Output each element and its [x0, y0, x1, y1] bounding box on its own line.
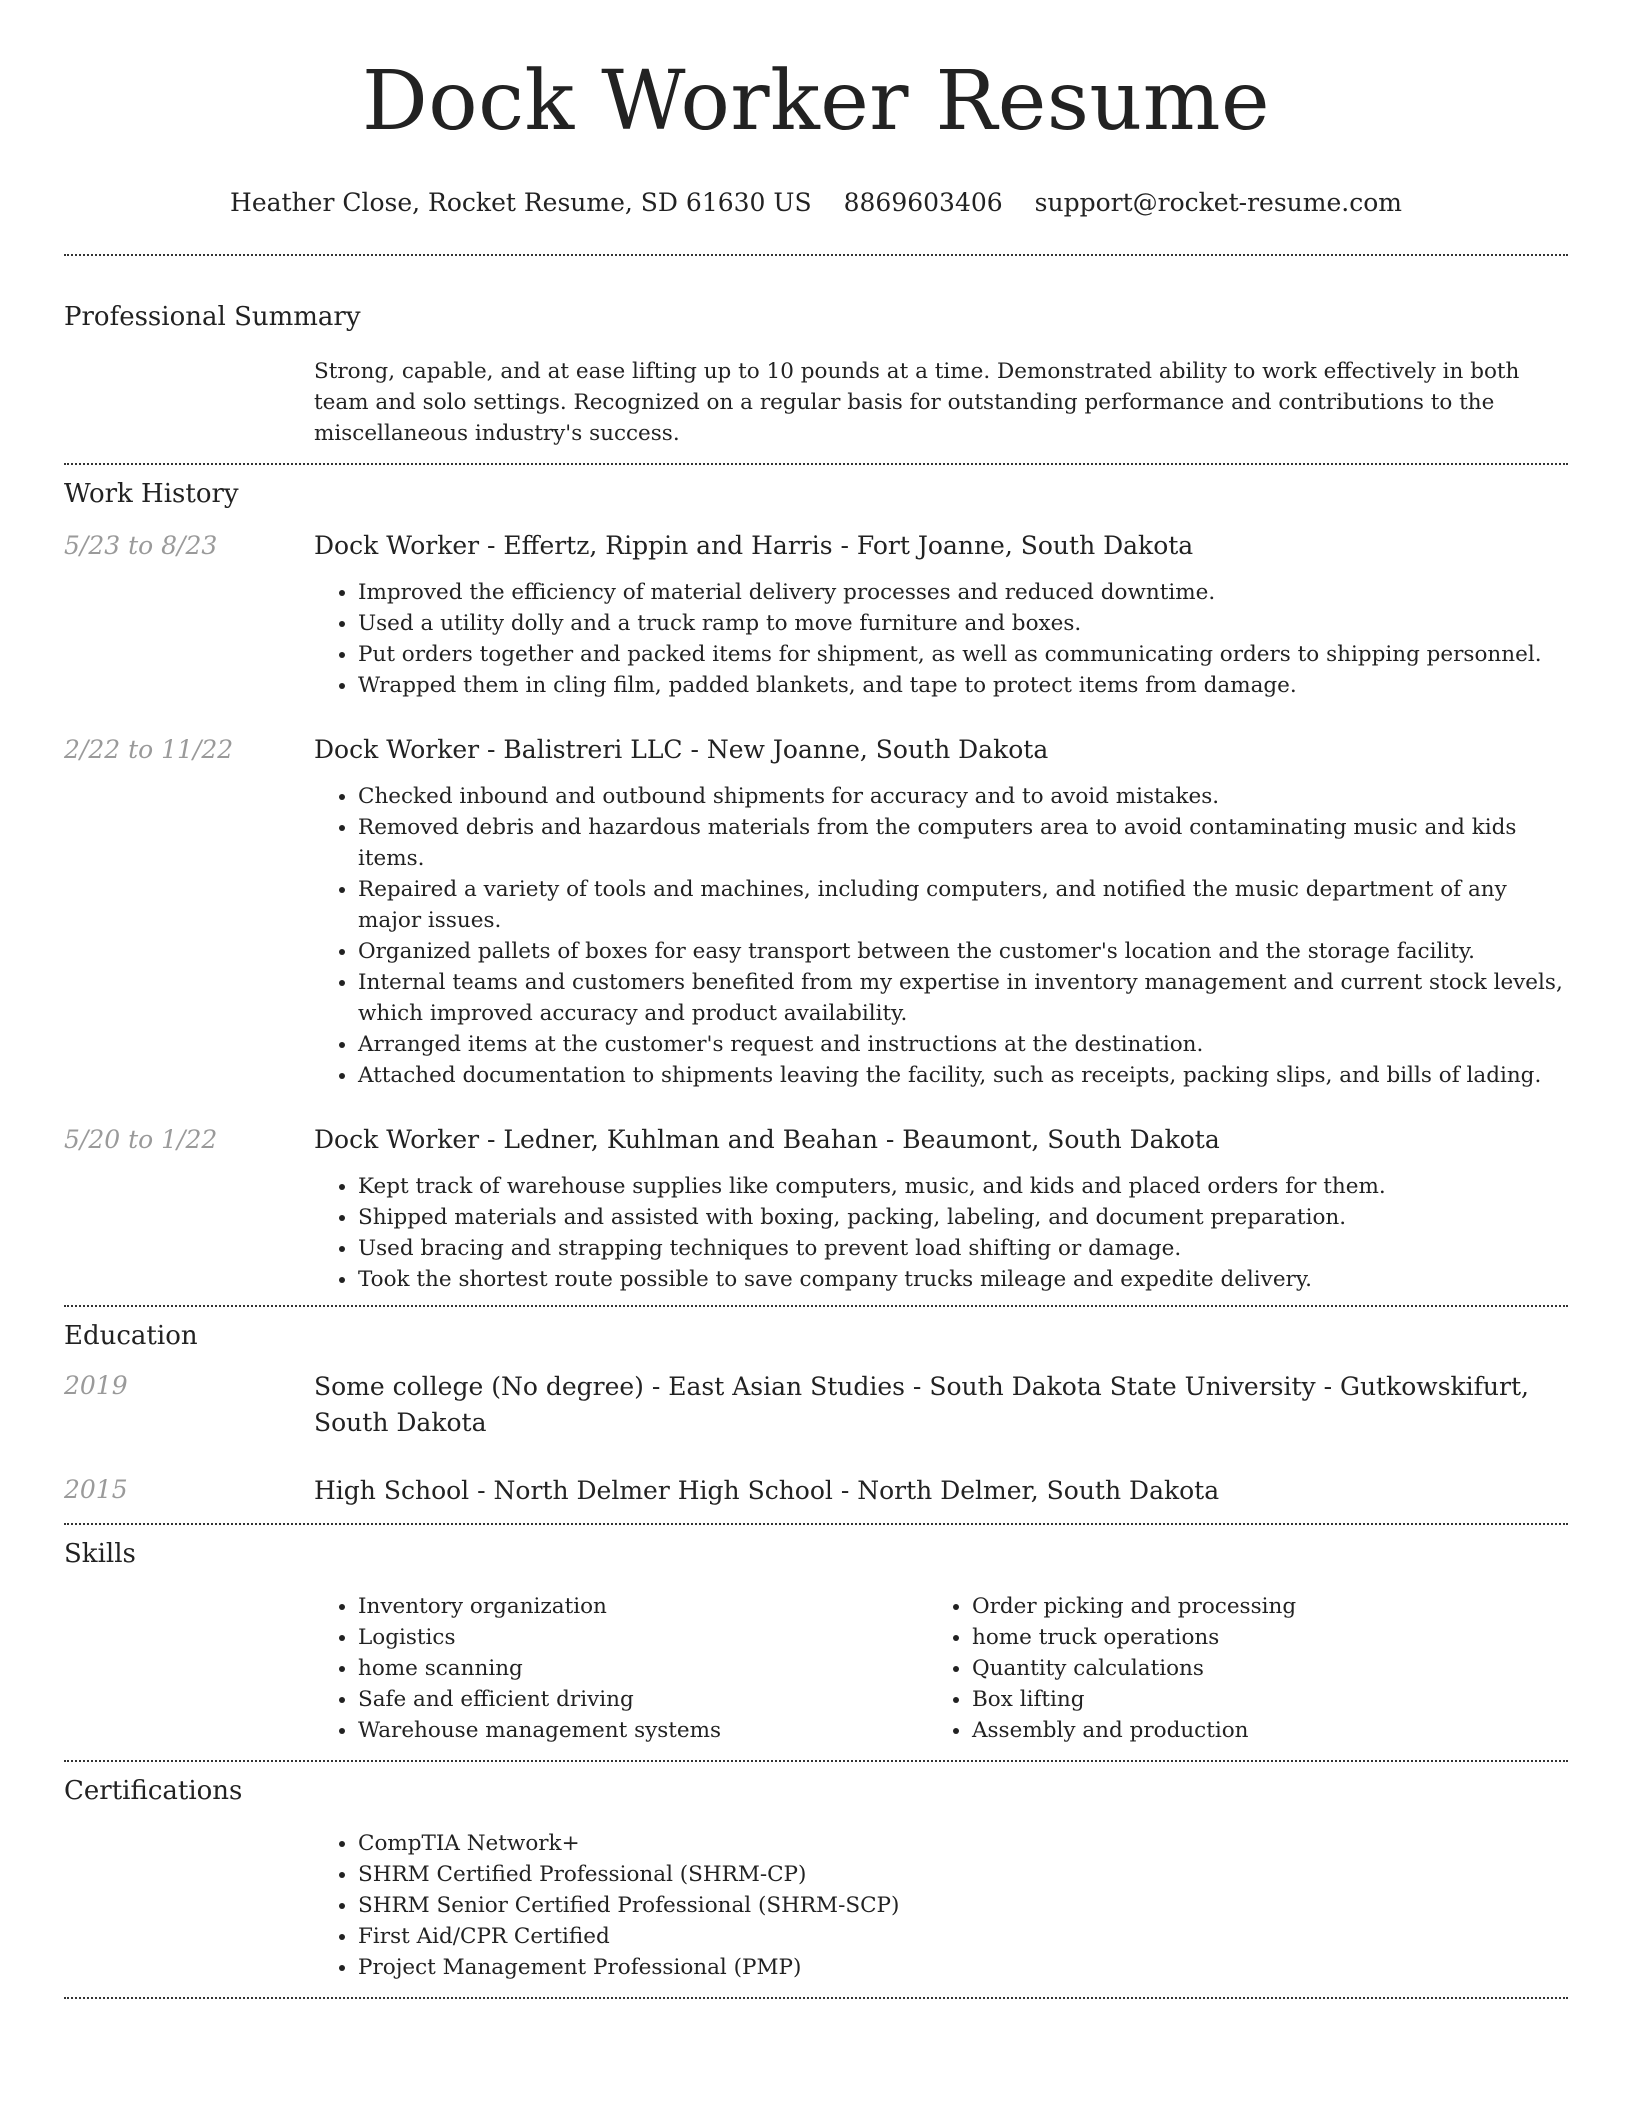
education-year: 2019: [64, 1371, 128, 1400]
degree-name: Some college (No degree) - East Asian Studies: [314, 1372, 905, 1401]
list-item: • Logistics: [358, 1622, 928, 1653]
education-section: [64, 1307, 1568, 1523]
education-title: [314, 1369, 1568, 1441]
list-item: • Box lifting: [972, 1684, 1542, 1715]
job-list: [64, 529, 1568, 1295]
list-item: • Removed debris and hazardous materials from the computers area to avoid contaminating music and kids items.: [358, 812, 1568, 874]
contact-phone: 8869603406: [843, 188, 1003, 217]
job-bullets: [314, 577, 1568, 701]
school-info: - South Dakota State University - Gutkowskifurt, South Dakota: [314, 1372, 1529, 1437]
list-item: • Assembly and production: [972, 1715, 1542, 1746]
job-bullets: [314, 1171, 1568, 1295]
job-title: Dock Worker - Ledner, Kuhlman and Beahan - Beaumont, South Dakota: [314, 1125, 1220, 1154]
summary-section: [64, 256, 1568, 449]
list-item: • home scanning: [358, 1653, 928, 1684]
list-item: • Kept track of warehouse supplies like computers, music, and kids and placed orders for them.: [358, 1171, 1568, 1202]
list-item: • Took the shortest route possible to save company trucks mileage and expedite delivery.: [358, 1264, 1568, 1295]
summary-text: Strong, capable, and at ease lifting up to 10 pounds at a time. Demonstrated ability to work effectively in both team and solo settings. Recognized on a regular basis for outstanding performance and contributions to the miscellaneous industry's success.: [314, 359, 1520, 446]
list-item: • Safe and efficient driving: [358, 1684, 928, 1715]
certifications-list: [314, 1828, 1568, 1997]
list-item: • Project Management Professional (PMP): [358, 1952, 1568, 1983]
list-item: • Order picking and processing: [972, 1591, 1542, 1622]
list-item: • Inventory organization: [358, 1591, 928, 1622]
page-title: Dock Worker Resume: [362, 54, 1270, 149]
list-item: • Checked inbound and outbound shipments for accuracy and to avoid mistakes.: [358, 781, 1568, 812]
education-year: 2015: [64, 1475, 128, 1504]
education-entry: [64, 1369, 1568, 1441]
list-item: • Attached documentation to shipments leaving the facility, such as receipts, packing slips, and bills of lading.: [358, 1060, 1568, 1091]
list-item: • Repaired a variety of tools and machines, including computers, and notified the music department of any major issues.: [358, 874, 1568, 936]
list-item: • SHRM Certified Professional (SHRM-CP): [358, 1859, 1568, 1890]
job-dates: 5/20 to 1/22: [64, 1125, 218, 1154]
certifications-bullets: [314, 1828, 1568, 1983]
skills-section: [64, 1525, 1568, 1760]
education-list: [64, 1369, 1568, 1509]
list-item: • Internal teams and customers benefited from my expertise in inventory management and current stock levels, which improved accuracy and product availability.: [358, 967, 1568, 1029]
job-entry: [64, 529, 1568, 701]
education-entry: [64, 1473, 1568, 1509]
list-item: • Used a utility dolly and a truck ramp to move furniture and boxes.: [358, 608, 1568, 639]
job-title: Dock Worker - Balistreri LLC - New Joanne, South Dakota: [314, 735, 1049, 764]
skills-columns: [314, 1591, 1568, 1760]
list-item: • Quantity calculations: [972, 1653, 1542, 1684]
school-info: - North Delmer High School - North Delmer, South Dakota: [469, 1476, 1220, 1505]
section-heading: Work History: [64, 479, 239, 509]
job-entry: [64, 1123, 1568, 1295]
list-item: • Shipped materials and assisted with boxing, packing, labeling, and document preparation.: [358, 1202, 1568, 1233]
contact-email: support@rocket-resume.com: [1034, 188, 1402, 217]
list-item: • SHRM Senior Certified Professional (SHRM-SCP): [358, 1890, 1568, 1921]
list-item: • Arranged items at the customer's request and instructions at the destination.: [358, 1029, 1568, 1060]
list-item: • Warehouse management systems: [358, 1715, 928, 1746]
job-dates: 5/23 to 8/23: [64, 531, 218, 560]
certifications-section: [64, 1762, 1568, 1997]
list-item: • home truck operations: [972, 1622, 1542, 1653]
job-entry: [64, 733, 1568, 1091]
list-item: • First Aid/CPR Certified: [358, 1921, 1568, 1952]
skills-right-list: [928, 1591, 1542, 1746]
section-heading: Education: [64, 1321, 198, 1351]
degree-name: High School: [314, 1476, 470, 1505]
list-item: • Improved the efficiency of material delivery processes and reduced downtime.: [358, 577, 1568, 608]
skills-left-list: [314, 1591, 928, 1746]
section-heading: Certifications: [64, 1776, 243, 1806]
list-item: • Put orders together and packed items for shipment, as well as communicating orders to shipping personnel.: [358, 639, 1568, 670]
job-bullets: [314, 781, 1568, 1091]
section-heading: Professional Summary: [64, 302, 361, 332]
list-item: • Used bracing and strapping techniques to prevent load shifting or damage.: [358, 1233, 1568, 1264]
contact-address: Heather Close, Rocket Resume, SD 61630 US: [230, 188, 812, 217]
list-item: • Wrapped them in cling film, padded blankets, and tape to protect items from damage.: [358, 670, 1568, 701]
education-title: [314, 1473, 1568, 1509]
job-title: Dock Worker - Effertz, Rippin and Harris - Fort Joanne, South Dakota: [314, 531, 1194, 560]
list-item: • CompTIA Network+: [358, 1828, 1568, 1859]
divider: [64, 1997, 1568, 1999]
list-item: • Organized pallets of boxes for easy transport between the customer's location and the storage facility.: [358, 936, 1568, 967]
work-history-section: [64, 465, 1568, 1305]
section-heading: Skills: [64, 1539, 136, 1569]
job-dates: 2/22 to 11/22: [64, 735, 234, 764]
contact-line: [64, 186, 1568, 220]
